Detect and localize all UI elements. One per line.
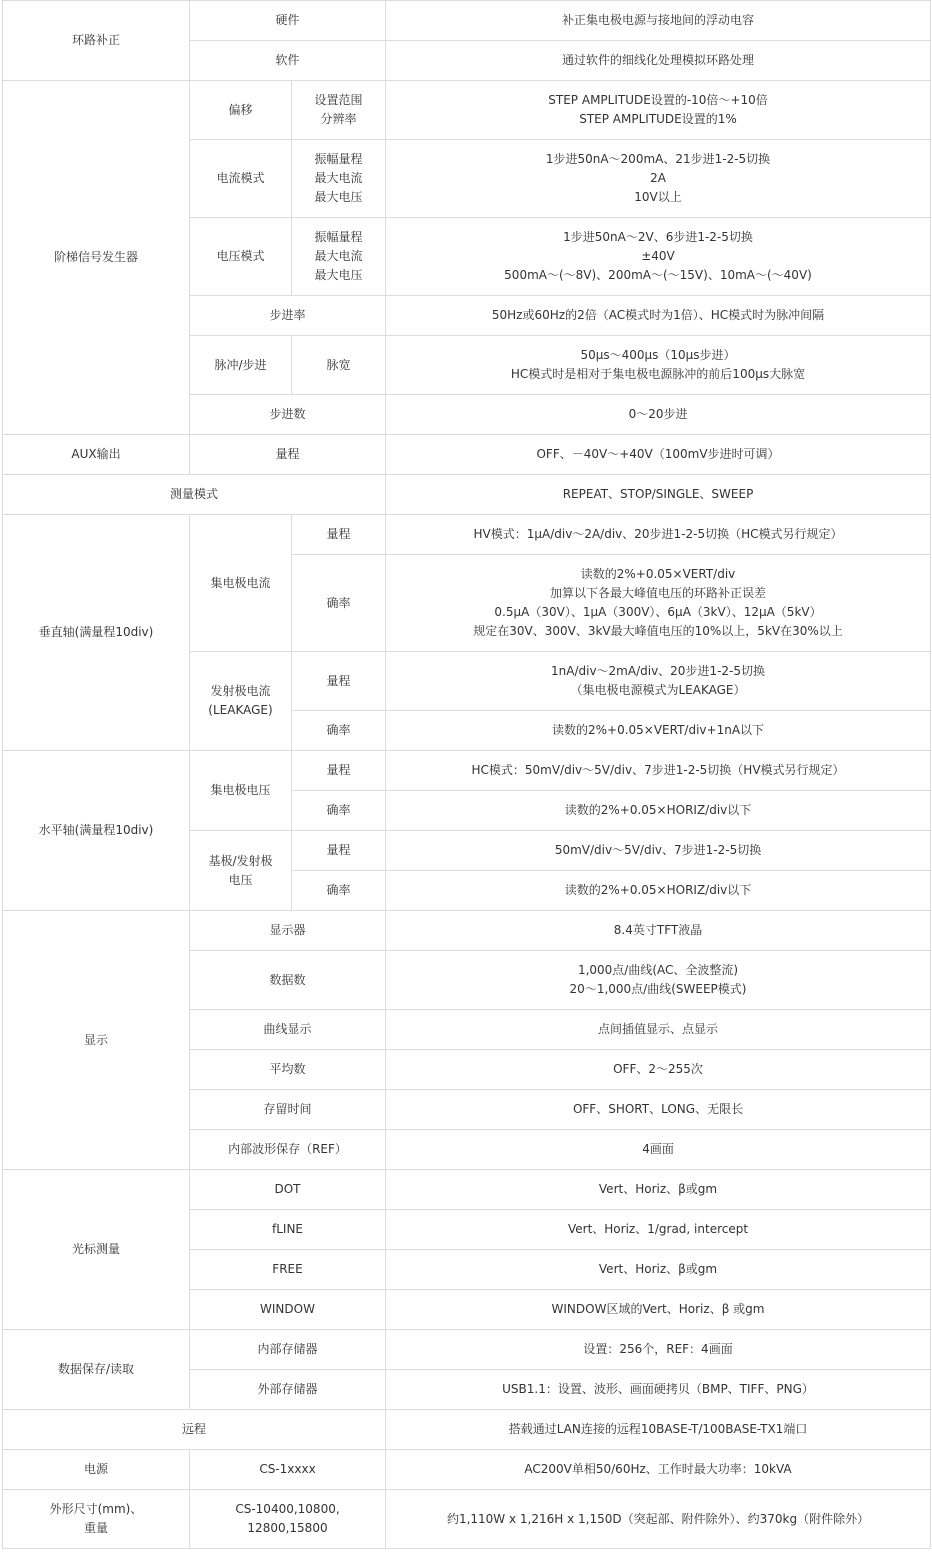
value-cell: WINDOW区域的Vert、Horiz、β 或gm	[386, 1290, 931, 1330]
item-cell: 电压模式	[190, 218, 292, 296]
subitem-cell: 确率	[292, 555, 386, 652]
value-cell: 通过软件的细线化处理模拟环路处理	[386, 41, 931, 81]
category-cell: 显示	[3, 911, 190, 1170]
item-cell: 外部存储器	[190, 1370, 386, 1410]
item-cell: 曲线显示	[190, 1010, 386, 1050]
subitem-line: 最大电压	[314, 268, 363, 282]
table-row	[3, 751, 931, 791]
value-cell: 搭载通过LAN连接的远程10BASE-T/100BASE-TX1端口	[386, 1410, 931, 1450]
category-cell: 阶梯信号发生器	[3, 81, 190, 435]
category-cell: 远程	[3, 1410, 386, 1450]
value-cell: 约1,110W x 1,216H x 1,150D（突起部、附件除外）、约370kg（附件除外）	[386, 1490, 931, 1549]
item-cell: 步进数	[190, 395, 386, 435]
item-cell	[190, 652, 292, 751]
value-line: （集电极电源模式为LEAKAGE）	[570, 683, 746, 697]
item-line: 电压	[228, 872, 253, 887]
item-cell: 内部波形保存（REF）	[190, 1130, 386, 1170]
item-cell: 软件	[190, 41, 386, 81]
item-cell	[190, 831, 292, 911]
value-cell: OFF、2～255次	[386, 1050, 931, 1090]
item-cell: 步进率	[190, 296, 386, 336]
subitem-cell	[292, 81, 386, 140]
item-cell: DOT	[190, 1170, 386, 1210]
table-row	[3, 1170, 931, 1210]
value-cell: HC模式：50mV/div～5V/div、7步进1-2-5切换（HV模式另行规定）	[386, 751, 931, 791]
subitem-cell: 确率	[292, 871, 386, 911]
subitem-line: 最大电流	[314, 171, 363, 185]
category-line: 重量	[83, 1521, 108, 1535]
table-row	[3, 1, 931, 41]
table-row	[3, 1490, 931, 1549]
category-cell: AUX输出	[3, 435, 190, 475]
item-line: (LEAKAGE)	[208, 703, 273, 717]
value-cell	[386, 140, 931, 218]
value-cell	[386, 81, 931, 140]
category-cell: 水平轴(满量程10div)	[3, 751, 190, 911]
value-line: 读数的2%+0.05×VERT/div	[580, 567, 736, 581]
value-cell: OFF、－40V～+40V（100mV步进时可调）	[386, 435, 931, 475]
value-line: 10V以上	[634, 190, 682, 204]
table-row	[3, 1330, 931, 1370]
item-cell: 电流模式	[190, 140, 292, 218]
item-cell: 存留时间	[190, 1090, 386, 1130]
value-line: 500mA～(～8V)、200mA～(～15V)、10mA～(～40V)	[504, 268, 812, 282]
value-line: 2A	[650, 171, 666, 185]
value-cell: 50mV/div～5V/div、7步进1-2-5切换	[386, 831, 931, 871]
item-cell: 量程	[190, 435, 386, 475]
value-line: 50μs～400μs（10μs步进）	[580, 348, 736, 362]
value-cell	[386, 336, 931, 395]
value-cell	[386, 951, 931, 1010]
value-cell: 8.4英寸TFT液晶	[386, 911, 931, 951]
table-row	[3, 475, 931, 515]
value-line: 20～1,000点/曲线(SWEEP模式)	[569, 982, 747, 996]
category-cell	[3, 1490, 190, 1549]
value-cell: 点间插值显示、点显示	[386, 1010, 931, 1050]
subitem-cell: 量程	[292, 652, 386, 711]
value-line: 规定在30V、300V、3kV最大峰值电压的10%以上，5kV在30%以上	[473, 624, 843, 638]
item-cell: 集电极电流	[190, 515, 292, 652]
item-line: 发射极电流	[210, 684, 271, 698]
value-cell: USB1.1：设置、波形、画面硬拷贝（BMP、TIFF、PNG）	[386, 1370, 931, 1410]
subitem-cell: 量程	[292, 831, 386, 871]
value-line: STEP AMPLITUDE设置的1%	[579, 112, 737, 126]
table-row	[3, 1410, 931, 1450]
table-row	[3, 435, 931, 475]
category-cell: 测量模式	[3, 475, 386, 515]
value-line: 1步进50nA～2V、6步进1-2-5切换	[563, 230, 753, 244]
value-cell: AC200V单相50/60Hz、工作时最大功率：10kVA	[386, 1450, 931, 1490]
item-cell: 显示器	[190, 911, 386, 951]
subitem-cell: 确率	[292, 711, 386, 751]
subitem-line: 最大电压	[314, 190, 363, 204]
subitem-line: 设置范围	[314, 93, 363, 107]
category-cell: 电源	[3, 1450, 190, 1490]
item-cell: 平均数	[190, 1050, 386, 1090]
value-cell: 补正集电极电源与接地间的浮动电容	[386, 1, 931, 41]
value-cell: Vert、Horiz、β或gm	[386, 1170, 931, 1210]
category-line: 外形尺寸(mm)、	[49, 1502, 143, 1516]
item-cell: FREE	[190, 1250, 386, 1290]
value-cell: 读数的2%+0.05×VERT/div+1nA以下	[386, 711, 931, 751]
value-line: STEP AMPLITUDE设置的-10倍～+10倍	[548, 93, 768, 107]
category-cell: 光标测量	[3, 1170, 190, 1330]
value-cell: 读数的2%+0.05×HORIZ/div以下	[386, 791, 931, 831]
item-cell: WINDOW	[190, 1290, 386, 1330]
item-cell: fLINE	[190, 1210, 386, 1250]
item-cell: 偏移	[190, 81, 292, 140]
subitem-cell: 脉宽	[292, 336, 386, 395]
category-cell: 垂直轴(满量程10div)	[3, 515, 190, 751]
value-line: 0.5μA（30V）、1μA（300V）、6μA（3kV）、12μA（5kV）	[494, 605, 822, 619]
value-line: ±40V	[641, 249, 675, 263]
table-row	[3, 1450, 931, 1490]
value-cell: 50Hz或60Hz的2倍（AC模式时为1倍）、HC模式时为脉冲间隔	[386, 296, 931, 336]
value-cell: Vert、Horiz、β或gm	[386, 1250, 931, 1290]
value-cell: 读数的2%+0.05×HORIZ/div以下	[386, 871, 931, 911]
item-cell: CS-1xxxx	[190, 1450, 386, 1490]
item-cell: 数据数	[190, 951, 386, 1010]
value-cell: 4画面	[386, 1130, 931, 1170]
value-line: 1nA/div～2mA/div、20步进1-2-5切换	[551, 664, 766, 678]
item-line: 基极/发射极	[208, 853, 273, 868]
table-row	[3, 911, 931, 951]
table-row	[3, 81, 931, 140]
subitem-line: 分辨率	[320, 112, 357, 126]
value-cell: OFF、SHORT、LONG、无限长	[386, 1090, 931, 1130]
value-cell: 0～20步进	[386, 395, 931, 435]
value-cell	[386, 555, 931, 652]
value-line: HC模式时是相对于集电极电源脉冲的前后100μs大脉宽	[510, 367, 806, 381]
subitem-cell: 量程	[292, 751, 386, 791]
value-cell: REPEAT、STOP/SINGLE、SWEEP	[386, 475, 931, 515]
subitem-cell: 确率	[292, 791, 386, 831]
value-cell: 设置：256个，REF：4画面	[386, 1330, 931, 1370]
subitem-cell	[292, 140, 386, 218]
spec-table	[2, 0, 931, 1549]
subitem-line: 振幅量程	[314, 152, 363, 166]
item-line: CS-10400,10800,	[235, 1502, 340, 1516]
value-line: 加算以下各最大峰值电压的环路补正误差	[550, 586, 767, 600]
item-cell	[190, 1490, 386, 1549]
value-cell: HV模式：1μA/div～2A/div、20步进1-2-5切换（HC模式另行规定）	[386, 515, 931, 555]
value-line: 1步进50nA～200mA、21步进1-2-5切换	[545, 152, 771, 166]
item-cell: 脉冲/步进	[190, 336, 292, 395]
category-cell: 环路补正	[3, 1, 190, 81]
value-cell	[386, 652, 931, 711]
value-line: 1,000点/曲线(AC、全波整流)	[577, 963, 739, 977]
item-cell: 内部存储器	[190, 1330, 386, 1370]
value-cell: Vert、Horiz、1/grad, intercept	[386, 1210, 931, 1250]
item-line: 12800,15800	[247, 1521, 328, 1535]
subitem-cell	[292, 218, 386, 296]
table-row	[3, 515, 931, 555]
item-cell: 集电极电压	[190, 751, 292, 831]
subitem-line: 振幅量程	[314, 230, 363, 244]
subitem-cell: 量程	[292, 515, 386, 555]
subitem-line: 最大电流	[314, 249, 363, 263]
category-cell: 数据保存/读取	[3, 1330, 190, 1410]
value-cell	[386, 218, 931, 296]
item-cell: 硬件	[190, 1, 386, 41]
